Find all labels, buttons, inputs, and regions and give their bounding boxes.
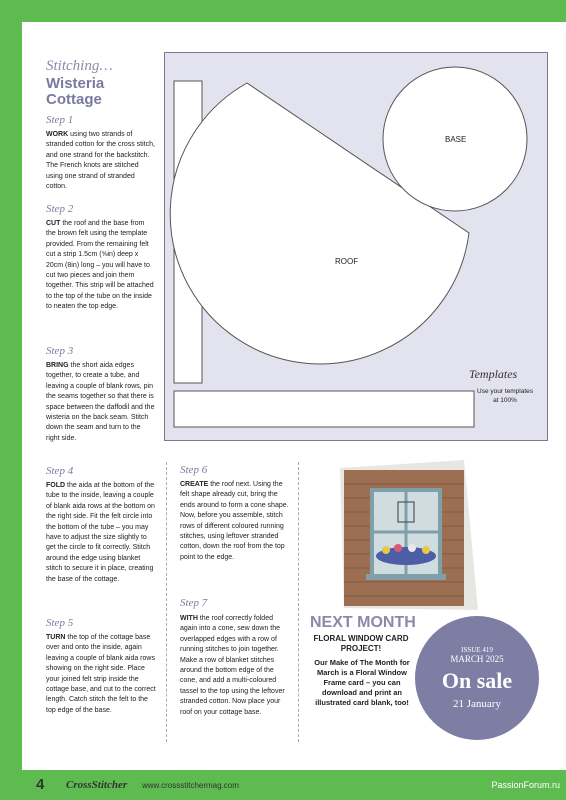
step-4-lead: FOLD (46, 482, 66, 489)
issue-number: ISSUE 419 (461, 646, 493, 654)
step-2-lead: CUT (46, 220, 61, 227)
step-2-body: the roof and the base from the brown felt using the template provided. From the remaining felt cut a strip 1.5cm (⅝in) deep x 20cm (8in) long – you will have to cut two pieces and join them together. This strip will be attached to the top of the tube on the inside to neaten the top edge. (46, 220, 154, 311)
column-divider (166, 462, 167, 742)
step-6-text (180, 480, 290, 563)
on-sale-date: 21 January (453, 698, 501, 710)
step-1-heading: Step 1 (46, 114, 74, 126)
page-title: Wisteria Cottage (46, 75, 105, 108)
step-4-body: the aida at the bottom of the tube to the inside, leaving a couple of blank aida rows at the bottom on the right side. Fit the felt circle into the bottom of the tube – you may have to adjust the size slightly to get the circle to fit correctly. Stitch around the edge using blanket stitch to secure it in place, creating the base of the cottage. (46, 482, 155, 583)
roof-label: ROOF (335, 257, 359, 266)
next-month-body: Our Make of The Month for March is a Floral Window Frame card – you can download and print an illustrated card blank, too! (314, 658, 410, 707)
next-month-heading: NEXT MONTH (310, 614, 416, 631)
floral-window-card-image (340, 460, 478, 610)
step-7-body: the roof correctly folded again into a cone, sew down the overlapped edges with a row of running stitches to join together. Make a row of blanket stitches around the bottom edge of the cone, and add a multi-coloured tassel to the top using the leftover stranded cotton. Now place your roof on your cottage base. (180, 615, 285, 716)
magazine-logo: CrossStitcher (66, 779, 128, 791)
strip-template (174, 391, 474, 427)
step-3-body: the short aida edges together, to create a tube, and leaving a couple of blank rows, pin the seams together so that there is space between the daffodil and the wisteria on the back seam. Stitch down the seam and turn to the right side. (46, 362, 155, 442)
step-3-lead: BRING (46, 362, 69, 369)
step-7-lead: WITH (180, 615, 198, 622)
step-7-text (180, 614, 290, 718)
watermark: PassionForum.ru (491, 780, 560, 790)
column-divider (298, 462, 299, 742)
step-5-text (46, 633, 156, 716)
step-1-lead: WORK (46, 131, 69, 138)
templates-panel (164, 52, 548, 441)
base-label: BASE (445, 135, 467, 144)
step-6-lead: CREATE (180, 481, 209, 488)
step-4-text (46, 481, 156, 585)
page-footer (0, 770, 566, 800)
step-5-lead: TURN (46, 634, 66, 641)
step-2-heading: Step 2 (46, 203, 74, 215)
issue-month: MARCH 2025 (450, 654, 504, 664)
step-3-text (46, 361, 156, 444)
step-3-heading: Step 3 (46, 345, 74, 357)
templates-title: Templates (469, 367, 518, 381)
step-5-body: the top of the cottage base over and onto the inside, again leaving a couple of blank aida rows showing on the right side. Place your joined felt strip inside the cottage base, and cut to the correct length. Catch stitch the felt to the top edge of the base. (46, 634, 156, 714)
step-5-heading: Step 5 (46, 617, 74, 629)
step-6-body: the roof next. Using the felt shape already cut, bring the ends around to form a cone shape. Now, before you assemble, stitch rows of different coloured running stitches, using leftover stranded cotton, down the roof from the top point to the edge. (180, 481, 289, 561)
step-2-text (46, 219, 156, 313)
next-month-subhead: FLORAL WINDOW CARD PROJECT! (313, 634, 409, 653)
template-shapes (165, 53, 549, 442)
templates-note: Use your templates at 100% (477, 388, 533, 404)
magazine-url[interactable]: www.crossstitchermag.com (142, 781, 239, 790)
step-1-body: using two strands of stranded cotton for the cross stitch, and one strand for the backstitch. The French knots are stitched using one strand of stranded cotton. (46, 131, 155, 191)
page-kicker: Stitching… (46, 58, 113, 74)
step-7-heading: Step 7 (180, 597, 208, 609)
step-1-text (46, 130, 156, 192)
on-sale-label: On sale (441, 668, 513, 693)
step-4-heading: Step 4 (46, 465, 74, 477)
page-number: 4 (36, 776, 45, 793)
on-sale-badge (415, 616, 539, 740)
step-6-heading: Step 6 (180, 464, 208, 476)
